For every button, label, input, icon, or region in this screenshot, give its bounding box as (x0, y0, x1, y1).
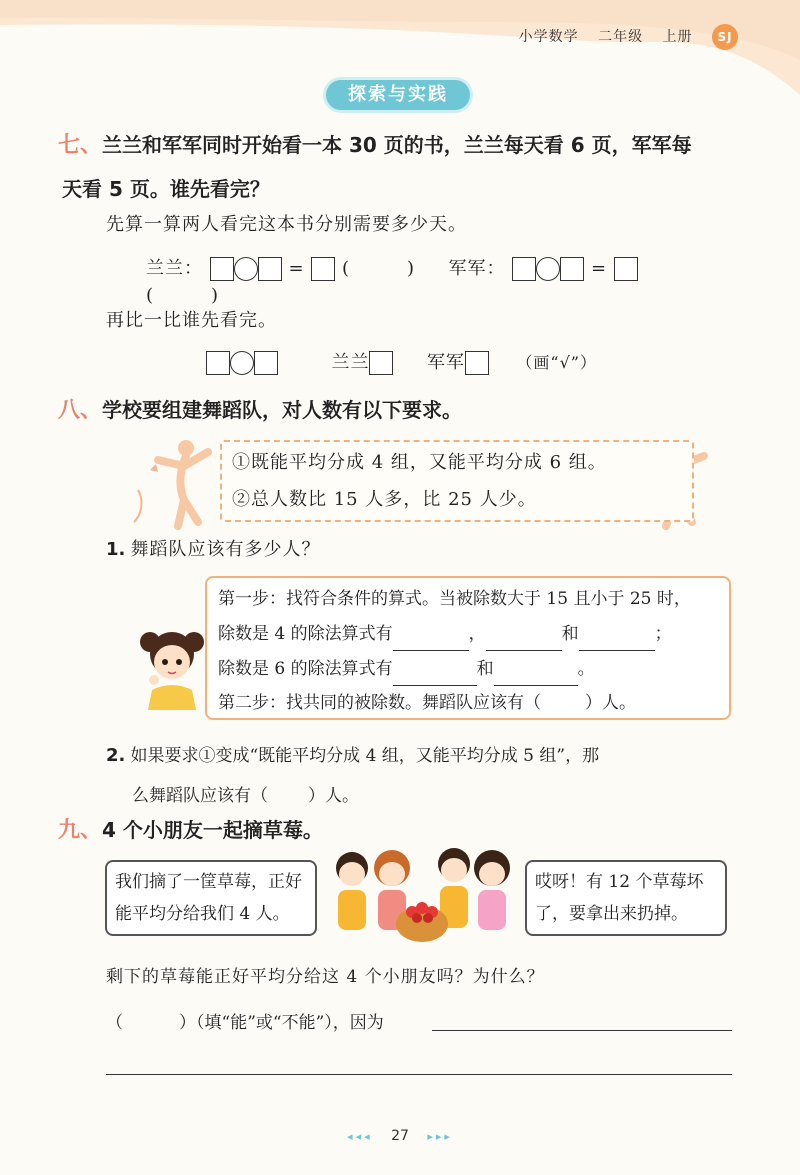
q7-junjun-box-1[interactable] (512, 257, 536, 281)
step1-blank-3[interactable] (579, 616, 655, 651)
girl-thinking-illustration (132, 620, 212, 710)
header-volume: 上册 (662, 29, 693, 45)
step1-blank-4[interactable] (393, 651, 477, 686)
header-subject: 小学数学 (518, 29, 579, 45)
q9-reason-line-1[interactable] (432, 1030, 732, 1031)
q8-number: 八、 (58, 398, 103, 423)
step1-line2-end: ； (654, 624, 672, 644)
q7-compare-lanlan: 兰兰 (331, 352, 370, 373)
step1-line3-end: 。 (577, 659, 595, 679)
footer-right-arrows: ▸▸▸ (427, 1130, 453, 1143)
footer-left-arrows: ◂◂◂ (347, 1130, 373, 1143)
q7-lanlan-circle[interactable] (234, 257, 258, 281)
children-strawberry-illustration (322, 838, 522, 948)
q7-tick-hint: （画“√”） (516, 353, 597, 372)
q8-sub2 (106, 736, 746, 816)
step1-line2-sep: ， (468, 624, 486, 644)
step1-line3-and: 和 (476, 659, 494, 679)
speech-bubble-right: 哎呀！有 12 个草莓坏了，要拿出来扔掉。 (525, 860, 727, 936)
q7-junjun-circle[interactable] (536, 257, 560, 281)
q8-req2: ②总人数比 15 人多，比 25 人少。 (232, 489, 537, 510)
page-number: 27 (391, 1128, 409, 1144)
q7-equations (146, 254, 706, 307)
step1-line3-label: 除数是 6 的除法算式有 (218, 659, 393, 679)
q8-sub2-line1: 如果要求①变成“既能平均分成 4 组，又能平均分成 5 组”，那 (130, 746, 600, 766)
q8-sub1-number: 1. (106, 539, 126, 560)
q7-text-line1: 兰兰和军军同时开始看一本 30 页的书，兰兰每天看 6 页，军军每 (102, 133, 692, 157)
q7-tick-box-lanlan[interactable] (369, 351, 393, 375)
header-grade: 二年级 (598, 29, 644, 45)
step1-blank-1[interactable] (393, 616, 469, 651)
q7-lanlan-equals: = (288, 258, 305, 279)
speech-bubble-left: 我们摘了一筐草莓，正好能平均分给我们 4 人。 (105, 860, 317, 936)
q7-junjun-label: 军军： (448, 258, 506, 279)
q8-sub1-text: 舞蹈队应该有多少人？ (130, 539, 321, 560)
q8-sub1 (106, 535, 320, 561)
q7-tick-box-junjun[interactable] (465, 351, 489, 375)
header-badge: SJ (712, 24, 738, 50)
q7-compare-junjun: 军军 (426, 352, 465, 373)
q7-instruction2: 再比一比谁先看完。 (106, 310, 277, 331)
step1-line2-and: 和 (561, 624, 579, 644)
q7-lanlan-label: 兰兰： (146, 258, 203, 279)
steps-content (218, 582, 722, 720)
q8-sub2-line2-b: ）人。 (308, 786, 359, 806)
q7-compare-box-2[interactable] (254, 351, 278, 375)
page-footer (0, 1128, 800, 1144)
dancer-left-illustration (128, 430, 218, 530)
step1-blank-5[interactable] (494, 651, 578, 686)
q7-junjun-unit[interactable]: ( ) (146, 285, 220, 306)
q8-sub2-line2-a: 么舞蹈队应该有（ (132, 786, 268, 806)
q7-lanlan-box-2[interactable] (258, 257, 282, 281)
q7-text-line2: 天看 5 页。谁先看完？ (62, 177, 270, 201)
q7-junjun-equals: = (591, 258, 608, 279)
q7-compare-box-1[interactable] (206, 351, 230, 375)
q7-lanlan-unit[interactable]: ( ) (342, 258, 416, 279)
question-8 (58, 392, 462, 430)
q9-number: 九、 (58, 818, 103, 843)
q7-junjun-box-2[interactable] (560, 257, 584, 281)
q7-compare-row (206, 348, 686, 375)
q7-number: 七、 (58, 133, 103, 158)
q9-answer-text: ）（填“能”或“不能”），因为 (179, 1013, 384, 1033)
step1-blank-2[interactable] (486, 616, 562, 651)
q7-instruction1: 先算一算两人看完这本书分别需要多少天。 (106, 214, 467, 235)
section-pill: 探索与实践 (326, 80, 470, 110)
q7-lanlan-box-1[interactable] (210, 257, 234, 281)
q9-text: 4 个小朋友一起摘草莓。 (102, 818, 323, 842)
q9-answer-open: （ (106, 1013, 123, 1033)
q9-question: 剩下的草莓能正好平均分给这 4 个小朋友吗？为什么？ (106, 967, 545, 987)
q8-text: 学校要组建舞蹈队，对人数有以下要求。 (102, 398, 463, 422)
q9-reason-line-2[interactable] (106, 1074, 732, 1075)
q7-junjun-box-3[interactable] (614, 257, 638, 281)
page-header (505, 24, 738, 50)
step2-text-a: 第二步：找共同的被除数。舞蹈队应该有（ (218, 693, 541, 713)
step1-text: 第一步：找符合条件的算式。当被除数大于 15 且小于 25 时， (218, 589, 691, 609)
q8-req1: ①既能平均分成 4 组，又能平均分成 6 组。 (232, 452, 607, 473)
q7-lanlan-box-3[interactable] (311, 257, 335, 281)
q8-sub2-number: 2. (106, 745, 126, 766)
step2-text-b: ）人。 (585, 693, 636, 713)
q7-compare-circle[interactable] (230, 351, 254, 375)
step1-line2-label: 除数是 4 的除法算式有 (218, 624, 393, 644)
question-7 (58, 124, 758, 212)
question-9 (58, 812, 323, 850)
